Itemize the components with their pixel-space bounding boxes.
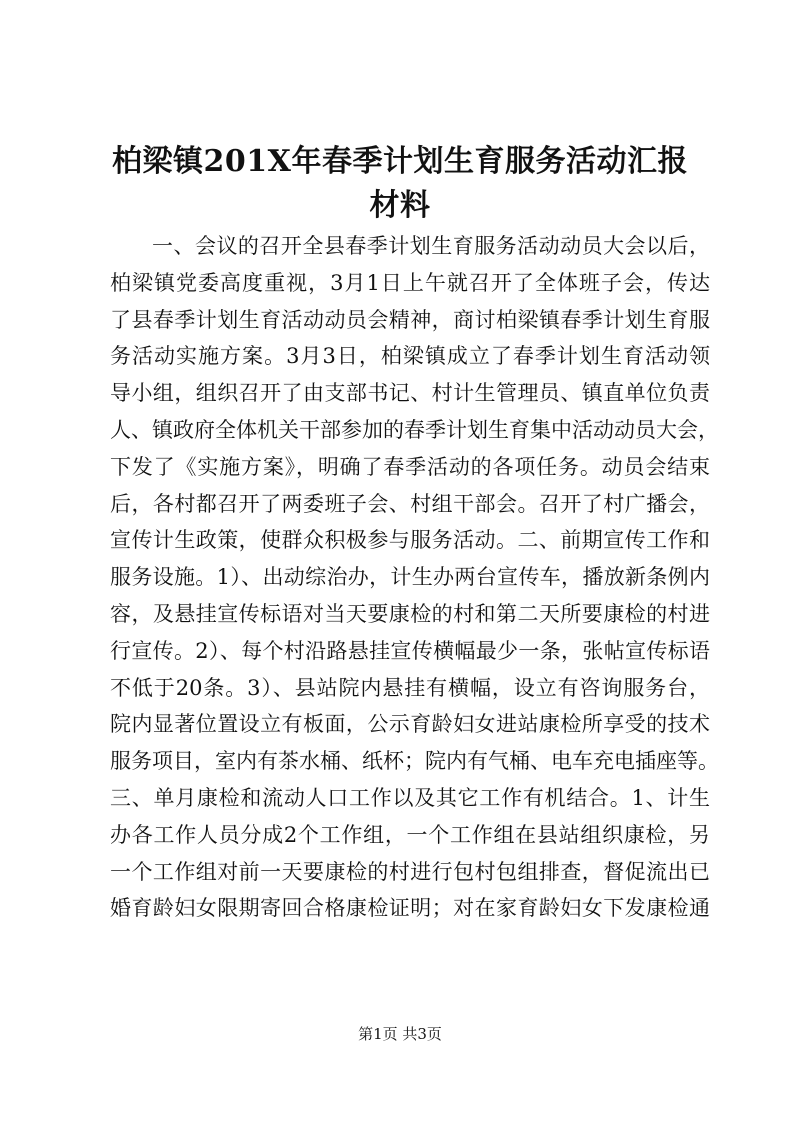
body-line: 一个工作组对前一天要康检的村进行包村包组排查，督促流出已 [110, 859, 710, 884]
body-line: 后，各村都召开了两委班子会、村组干部会。召开了村广播会， [110, 491, 710, 516]
body-line: 容，及悬挂宣传标语对当天要康检的村和第二天所要康检的村进 [110, 601, 710, 626]
body-line: 婚育龄妇女限期寄回合格康检证明；对在家育龄妇女下发康检通 [110, 896, 710, 921]
document-body [110, 228, 719, 927]
body-line: 宣传计生政策，使群众积极参与服务活动。二、前期宣传工作和 [110, 528, 710, 553]
body-line: 下发了《实施方案》，明确了春季活动的各项任务。动员会结束 [110, 454, 710, 479]
body-line: 服务项目，室内有茶水桶、纸杯；院内有气桶、电车充电插座等。 [110, 749, 719, 774]
body-line: 行宣传。2）、每个村沿路悬挂宣传横幅最少一条，张帖宣传标语 [110, 638, 710, 663]
body-line: 不低于20条。3）、县站院内悬挂有横幅，设立有咨询服务台， [110, 675, 710, 700]
document-title: 柏梁镇201X年春季计划生育服务活动汇报材料 [112, 144, 688, 223]
body-line: 三、单月康检和流动人口工作以及其它工作有机结合。1、计生 [110, 785, 710, 810]
body-line: 人、镇政府全体机关干部参加的春季计划生育集中活动动员大会， [110, 417, 719, 442]
body-line: 了县春季计划生育活动动员会精神，商讨柏梁镇春季计划生育服 [110, 307, 710, 332]
body-line: 服务设施。1）、出动综治办，计生办两台宣传车，播放新条例内 [110, 565, 710, 590]
body-line: 导小组，组织召开了由支部书记、村计生管理员、镇直单位负责 [110, 381, 710, 406]
body-line: 务活动实施方案。3月3日，柏梁镇成立了春季计划生育活动领 [110, 344, 710, 369]
body-line: 柏梁镇党委高度重视，3月1日上午就召开了全体班子会，传达 [110, 270, 710, 295]
page-indicator: 第1页 共3页 [358, 1025, 442, 1043]
body-line: 院内显著位置设立有板面，公示育龄妇女进站康检所享受的技术 [110, 712, 710, 737]
body-line: 一、会议的召开全县春季计划生育服务活动动员大会以后， [152, 234, 710, 258]
body-line: 办各工作人员分成2个工作组，一个工作组在县站组织康检，另 [110, 822, 710, 847]
